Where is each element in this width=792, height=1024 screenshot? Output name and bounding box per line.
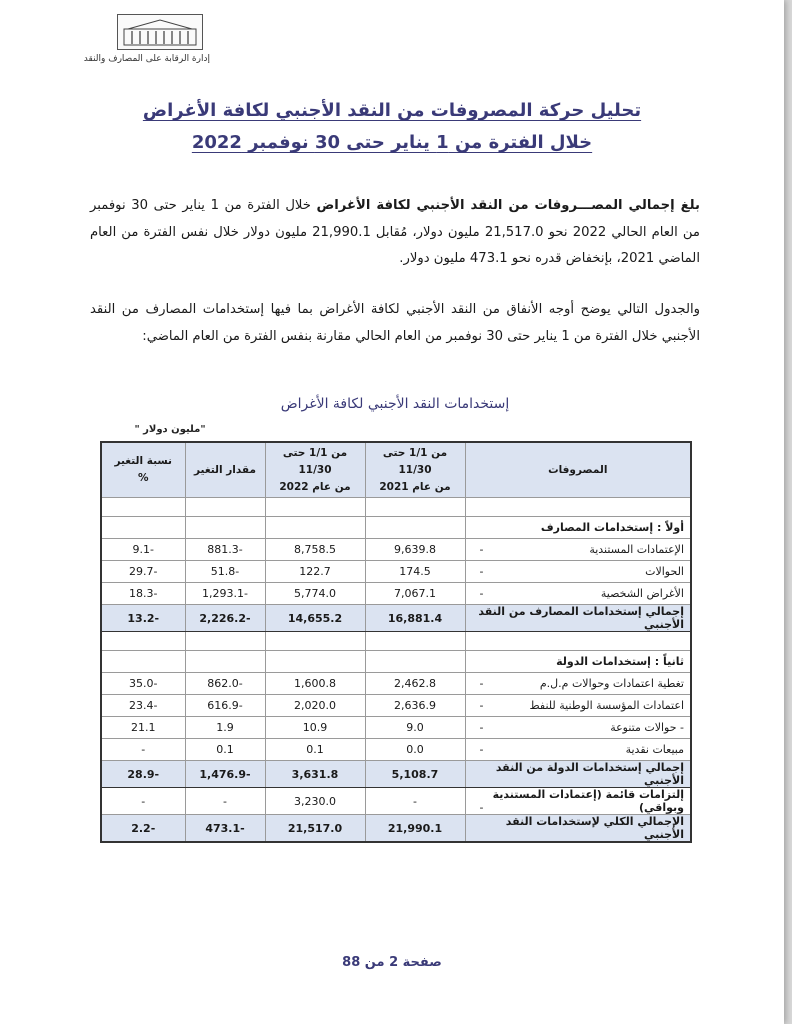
row-label: تغطية اعتمادات وحوالات م.ل.م [539,677,684,690]
cell-2022: 21,517.0 [265,815,365,843]
cell-2021: 7,067.1 [365,583,465,605]
page-title-line2: خلال الفترة من 1 يناير حتى 30 نوفمبر 2022 [191,132,593,153]
intro-paragraph [90,193,700,273]
table-row [101,673,691,695]
table-title: إستخدامات النقد الأجنبي لكافة الأغراض [280,396,510,412]
row-label: اعتمادات المؤسسة الوطنية للنفط [529,699,684,712]
cell-2021: 16,881.4 [365,605,465,632]
intro-text: خلال الفترة من 1 يناير حتى 30 نوفمبر من العام الحالي 2022 نحو 21,517.0 مليون دولار، مُقابل 21,990.1 مليون دولار خلال نفس الفترة من العام الماضي 2021، بإنخفاض قدره نحو 473.1 مليون دولار. [90,198,700,266]
cell-2022: 1,600.8 [265,673,365,695]
cell-2021: 0.0 [365,739,465,761]
cell-change: -2,226.2 [185,605,265,632]
section-title: أولاً : إستخدامات المصارف [465,517,691,539]
cell-pct: -35.0 [101,673,185,695]
cell-change: -862.0 [185,673,265,695]
table-row [101,717,691,739]
row-dash: - [479,543,484,556]
row-dash: - [479,587,484,600]
row-dash: - [479,801,484,814]
row-label: الحوالات [645,565,684,578]
header-label: المصروفات [465,442,691,498]
institution-logo [83,14,210,64]
cell-2022: 14,655.2 [265,605,365,632]
cell-2022: 3,230.0 [265,788,365,815]
grand-total-row [101,815,691,843]
cell-change: -51.8 [185,561,265,583]
page-title-line1: تحليل حركة المصروفات من النقد الأجنبي لكافة الأغراض [142,100,642,121]
cell-pct: -13.2 [101,605,185,632]
cell-change: -881.3 [185,539,265,561]
cell-pct: - [101,788,185,815]
cell-change: 1.9 [185,717,265,739]
table-intro-paragraph: والجدول التالي يوضح أوجه الأنفاق من النقد الأجنبي لكافة الأغراض بما فيها إستخدامات المصارف من النقد الأجنبي خلال الفترة من 1 يناير حتى 30 نوفمبر من العام الحالي مقارنة بنفس الفترة من العام الماضي: [90,302,700,344]
table-header-row [101,442,691,498]
cell-2021: 2,462.8 [365,673,465,695]
row-label: الأغراض الشخصية [600,587,684,600]
cell-2022: 5,774.0 [265,583,365,605]
cell-pct: -29.7 [101,561,185,583]
cell-change: -1,293.1 [185,583,265,605]
table-row [101,561,691,583]
section-row-state [101,651,691,673]
cell-pct: -9.1 [101,539,185,561]
row-label: - حوالات متنوعة [610,721,684,734]
total-row-banks [101,605,691,632]
table-row [101,583,691,605]
cell-2022: 3,631.8 [265,761,365,788]
section-title: ثانياً : إستخدامات الدولة [465,651,691,673]
row-dash: - [479,721,484,734]
cell-pct: 21.1 [101,717,185,739]
cell-2021: - [365,788,465,815]
cell-2021: 9,639.8 [365,539,465,561]
spacer-row [101,632,691,651]
logo-caption: إدارة الرقابة على المصارف والنقد [83,54,210,64]
header-pct: نسبة التغير % [101,442,185,498]
expenditure-table [100,441,692,843]
cell-change: -616.9 [185,695,265,717]
cell-pct: -18.3 [101,583,185,605]
cell-2021: 2,636.9 [365,695,465,717]
intro-bold-phrase: بلغ إجمالي المصـــروفات من النقد الأجنبي لكافة الأغراض [316,198,700,213]
table-row [101,695,691,717]
cell-2022: 2,020.0 [265,695,365,717]
row-label: الإعتمادات المستندية [589,543,684,556]
cell-change: - [185,788,265,815]
cell-2021: 5,108.7 [365,761,465,788]
cell-change: -473.1 [185,815,265,843]
table-row [101,739,691,761]
cell-2021: 21,990.1 [365,815,465,843]
cell-pct: -28.9 [101,761,185,788]
header-2021: من 1/1 حتى 11/30 من عام 2021 [365,442,465,498]
cell-2021: 174.5 [365,561,465,583]
table-row [101,539,691,561]
cell-change: -1,476.9 [185,761,265,788]
cell-pct: -2.2 [101,815,185,843]
cell-2022: 0.1 [265,739,365,761]
cell-pct: -23.4 [101,695,185,717]
header-2022: من 1/1 حتى 11/30 من عام 2022 [265,442,365,498]
cell-2022: 8,758.5 [265,539,365,561]
total-label: إجمالي إستخدامات المصارف من النقد الأجنبي [465,605,691,632]
cell-2022: 10.9 [265,717,365,739]
unit-note: " مليون دولار" [134,424,206,435]
page-number: صفحة 2 من 88 [342,955,442,970]
row-dash: - [479,699,484,712]
row-dash: - [479,565,484,578]
row-label: إلتزامات قائمة (إعتمادات المستندية وبواقي) [492,788,684,814]
cell-2022: 122.7 [265,561,365,583]
total-row-state [101,761,691,788]
row-dash: - [479,743,484,756]
cell-pct: - [101,739,185,761]
header-change: مقدار التغير [185,442,265,498]
row-label: مبيعات نقدية [625,743,684,756]
row-dash: - [479,677,484,690]
cell-2021: 9.0 [365,717,465,739]
section-row-banks [101,517,691,539]
commitments-row [101,788,691,815]
cell-change: 0.1 [185,739,265,761]
total-label: إجمالي إستخدامات الدولة من النقد الأجنبي [465,761,691,788]
building-emblem-icon [117,14,203,50]
total-label: الإجمالي الكلي لإستخدامات النقد الأجنبي [465,815,691,843]
spacer-row [101,498,691,517]
